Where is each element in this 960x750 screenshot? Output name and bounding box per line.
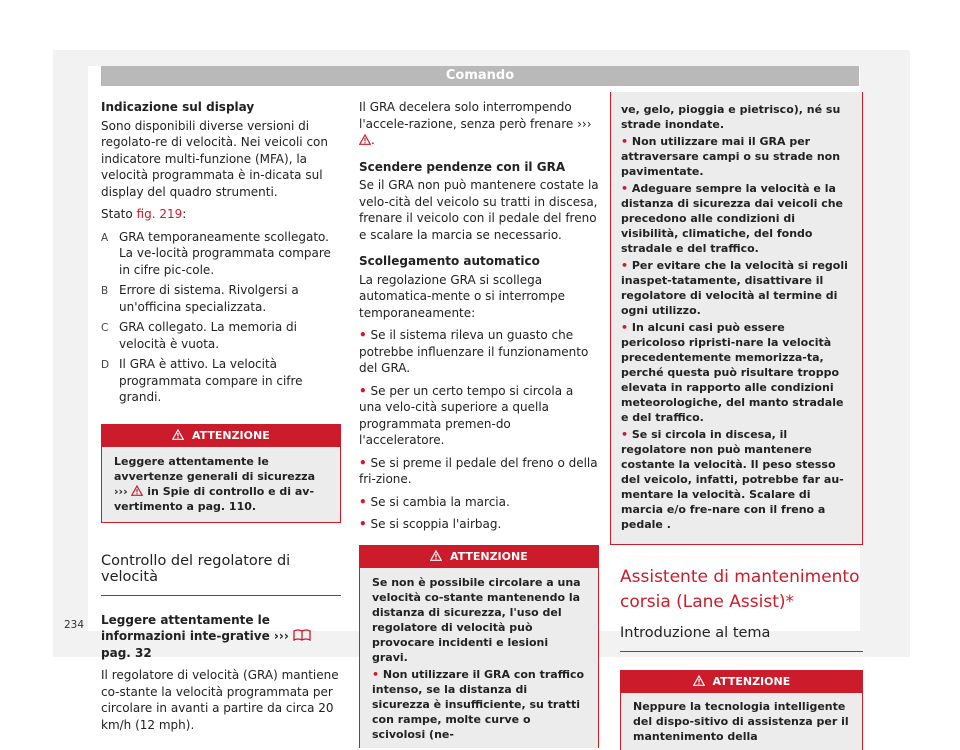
state-colon: : — [182, 207, 187, 221]
warning-bullet-text: In alcuni casi può essere pericoloso ripristi-nare la velocità precedentemente memorizza-ta, perché questa può risultare troppo elevata in rapporto alle condizioni meteorologiche, del manto stradale e del traffico. — [621, 321, 844, 424]
list-item-text: Se si preme il pedale del freno o della fri-zione. — [359, 455, 598, 486]
bullet-icon: • — [359, 494, 367, 509]
list-item-text: Se per un certo tempo si circola a una velo-cità superiore a quella programmata premen-do l'acceleratore. — [359, 383, 574, 447]
lane-assist-title: Assistente di mantenimento corsia (Lane Assist)* — [620, 567, 860, 612]
warning-bullet-text: Per evitare che la velocità si regoli inaspet-tatamente, disattivare il regolatore di velocità al termine di ogni utilizzo. — [621, 259, 848, 317]
warning-text: ve, gelo, pioggia e pietrisco), né su strade inondate. — [621, 103, 841, 131]
figure-link[interactable]: fig. 219 — [136, 207, 183, 221]
page-number: 234 — [64, 619, 85, 631]
bullet-icon: • — [621, 182, 629, 195]
warning-box — [620, 670, 863, 750]
auto-paragraph: La regolazione GRA si scollega automatica-mente o si interrompe temporaneamente: — [359, 272, 565, 320]
warning-icon — [172, 429, 184, 440]
warning-box — [359, 545, 599, 748]
warning-text: Se non è possibile circolare a una velocità co-stante mantenendo la distanza di sicurezza, l'uso del regolatore di velocità può provocare incidenti e lesioni gravi. — [372, 575, 581, 664]
state-text: Il GRA è attivo. La velocità programmata compare in cifre grandi. — [119, 357, 303, 404]
warning-icon — [693, 675, 705, 686]
warning-bullet — [621, 320, 852, 425]
book-icon — [293, 628, 311, 641]
state-item — [101, 356, 341, 406]
warning-bullet — [621, 181, 852, 256]
bullet-icon: • — [359, 455, 367, 470]
state-letter: B — [101, 285, 109, 297]
list-item — [359, 455, 599, 488]
bullet-icon: • — [359, 383, 367, 398]
warning-body — [611, 92, 862, 544]
left-column — [101, 99, 341, 739]
state-item — [101, 282, 341, 315]
page-reference[interactable]: pag. 32 — [101, 645, 152, 660]
warning-title: ATTENZIONE — [191, 428, 270, 442]
state-label: Stato — [101, 207, 137, 221]
decel-text: Il GRA decelera solo interrompendo l'accele-razione, senza però frenare ››› — [359, 100, 592, 131]
read-info — [101, 612, 341, 662]
warning-title: ATTENZIONE — [712, 674, 791, 688]
cruise-paragraph: Il regolatore di velocità (GRA) mantiene co-stante la velocità programmata per circolare in avanti a partire da circa 20 km/h (12 mph). — [101, 668, 339, 732]
bullet-icon: • — [621, 135, 629, 148]
warning-bullet — [621, 134, 852, 179]
decel-paragraph — [359, 99, 599, 149]
display-heading: Indicazione sul display — [101, 100, 255, 114]
bullet-icon: • — [359, 517, 367, 531]
warning-text: Leggere attentamente le avvertenze generali di sicurezza ››› — [114, 454, 315, 498]
warning-box — [101, 424, 341, 523]
middle-column — [359, 99, 599, 748]
right-column — [610, 92, 863, 750]
state-item — [101, 319, 341, 352]
list-item — [359, 383, 599, 449]
state-line — [101, 206, 341, 223]
state-item — [101, 229, 341, 279]
warning-box-continued — [610, 92, 863, 545]
warning-bullet — [621, 258, 852, 318]
state-letter: C — [101, 322, 109, 334]
warning-header — [360, 546, 598, 568]
warning-bullet — [621, 427, 852, 532]
warning-bullet-text: Non utilizzare mai il GRA per attraversare campi o su strade non pavimentate. — [621, 135, 841, 178]
bullet-icon: • — [621, 321, 629, 334]
warning-header — [102, 425, 340, 447]
read-info-text: Leggere attentamente le informazioni inte-grative ››› — [101, 612, 293, 643]
warning-icon — [430, 550, 442, 561]
warning-text: in Spie di controllo e di av-vertimento a pag. 110. — [114, 484, 315, 513]
display-paragraph: Sono disponibili diverse versioni di regolato-re di velocità. Nei veicoli con indicatore multi-funzione (MFA), la velocità programmata è in-dicata sul display del quadro strumenti. — [101, 118, 329, 199]
state-letter: A — [101, 231, 109, 244]
state-text: GRA collegato. La memoria di velocità è vuota. — [119, 320, 297, 351]
bullet-icon: • — [359, 328, 367, 342]
intro-heading: Introduzione al tema — [620, 625, 863, 652]
warning-title: ATTENZIONE — [449, 549, 528, 563]
warning-bullet — [372, 667, 586, 742]
warning-body — [102, 447, 340, 522]
auto-heading: Scollegamento automatico — [359, 254, 540, 268]
list-item-text: Se si scoppia l'airbag. — [370, 517, 502, 531]
bullet-icon: • — [621, 428, 629, 441]
warning-bullet-text: Non utilizzare il GRA con traffico intenso, se la distanza di sicurezza è insufficiente, su tratti con rampe, molte curve o scivolosi (ne- — [372, 667, 585, 741]
warning-bullet-text: Adeguare sempre la velocità e la distanza di sicurezza dai veicoli che precedono alle condizioni di visibilità, climatiche, del fondo stradale e del traffico. — [621, 182, 844, 255]
warning-icon — [359, 134, 371, 145]
warning-bullet-text: Se si circola in discesa, il regolatore non può mantenere costante la velocità. Il peso stesso del veicolo, infatti, potrebbe far au-mentare la velocità. Scalare di marcia e/o fre-nare con il freno a pedale . — [621, 428, 844, 531]
section-header: Comando — [101, 66, 859, 86]
descent-paragraph: Se il GRA non può mantenere costate la velo-cità del veicolo su tratti in discesa, frenare il veicolo con il pedale del freno e scalare la marcia se necessario. — [359, 178, 599, 242]
state-letter: D — [101, 359, 110, 371]
cruise-heading: Controllo del regolatore di velocità — [101, 553, 341, 596]
decel-end: . — [371, 133, 375, 147]
state-text: GRA temporaneamente scollegato. La ve-locità programmata compare in cifre pic-cole. — [119, 229, 331, 277]
state-text: Errore di sistema. Rivolgersi a un'officina specializzata. — [119, 283, 299, 314]
list-item-text: Se si cambia la marcia. — [370, 494, 510, 509]
list-item — [359, 494, 599, 511]
bullet-icon: • — [372, 667, 380, 681]
bullet-icon: • — [621, 259, 629, 272]
list-item — [359, 516, 599, 533]
descent-heading: Scendere pendenze con il GRA — [359, 159, 566, 174]
warning-body — [360, 568, 598, 748]
list-item-text: Se il sistema rileva un guasto che potrebbe influenzare il funzionamento del GRA. — [359, 328, 589, 375]
warning-header — [621, 671, 862, 693]
list-item — [359, 327, 599, 377]
warning-body: Neppure la tecnologia intelligente del dispo-sitivo di assistenza per il mantenimento della — [621, 693, 862, 750]
warning-icon — [131, 485, 143, 496]
